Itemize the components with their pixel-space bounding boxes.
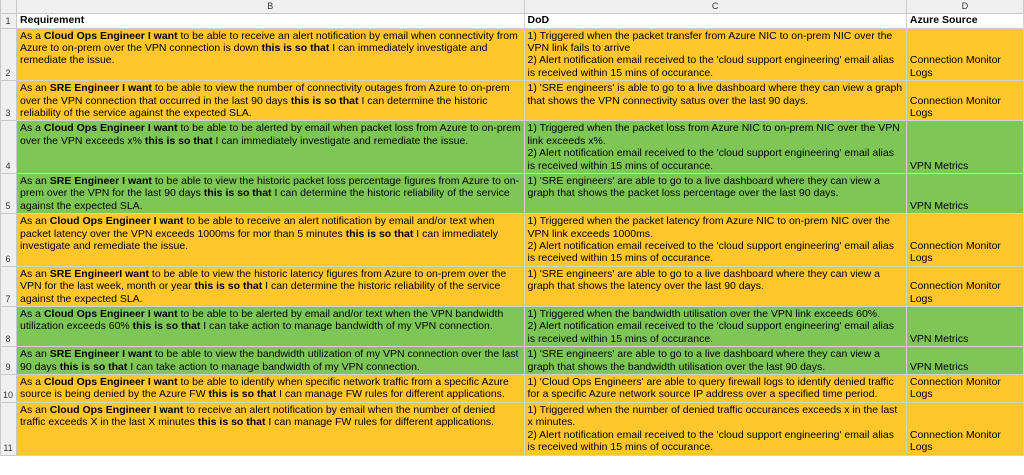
row-header-7[interactable]: 7 — [1, 266, 17, 306]
cell-requirement[interactable]: As an SRE Engineer I want to be able to view the number of connectivity outages from Azure to on-prem over the VPN connection that occurred in the last 90 days this is so that I can determine the historic reliability of the service against the expected SLA. — [17, 81, 524, 121]
row-header-3[interactable]: 3 — [1, 81, 17, 121]
cell-azure-source[interactable]: Connection Monitor Logs — [906, 266, 1023, 306]
cell-dod[interactable]: 1) 'SRE engineers' is able to go to a live dashboard where they can view a graph that shows the VPN connectivity satus over the last 90 days. — [524, 81, 906, 121]
cell-requirement[interactable]: As a Cloud Ops Engineer I want to be able to be alerted by email when packet loss from Azure to on-prem over the VPN exceeds x% this is so that I can immediately investigate and remediate the issue. — [17, 121, 524, 174]
header-requirement: Requirement — [17, 13, 524, 28]
table-row — [1, 121, 1024, 174]
cell-dod[interactable]: 1) Triggered when the bandwidth utilisation over the VPN link exceeds 60%. 2) Alert notification email received to the 'cloud support engineering' email alias is received within 15 mins of occurance. — [524, 307, 906, 347]
table-row — [1, 214, 1024, 267]
cell-azure-source[interactable]: VPN Metrics — [906, 121, 1023, 174]
cell-dod[interactable]: 1) Triggered when the packet latency from Azure NIC to on-prem NIC over the VPN link exceeds 1000ms. 2) Alert notification email received to the 'cloud support engineering' email alias is received within 15 mins of occurance. — [524, 214, 906, 267]
row-header-2[interactable]: 2 — [1, 28, 17, 81]
table-row — [1, 81, 1024, 121]
cell-dod[interactable]: 1) Triggered when the packet loss from Azure NIC to on-prem NIC over the VPN link exceeds x%. 2) Alert notification email received to the 'cloud support engineering' email alias is received within 15 mins of occurance. — [524, 121, 906, 174]
header-dod: DoD — [524, 13, 906, 28]
column-header-corner[interactable] — [1, 0, 17, 13]
cell-azure-source[interactable]: VPN Metrics — [906, 307, 1023, 347]
cell-requirement[interactable]: As a Cloud Ops Engineer I want to be able to receive an alert notification by email when connectivity from Azure to on-prem over the VPN connection is down this is so that I can immediately investigate and remediate the issue. — [17, 28, 524, 81]
row-header-9[interactable]: 9 — [1, 347, 17, 375]
cell-dod[interactable]: 1) Triggered when the packet transfer from Azure NIC to on-prem NIC over the VPN link fails to arrive 2) Alert notification email received to the 'cloud support engineering' email alias is received within 15 mins of occurance. — [524, 28, 906, 81]
column-header-c[interactable]: C — [524, 0, 906, 13]
cell-dod[interactable]: 1) 'SRE engineers' are able to go to a live dashboard where they can view a graph that shows the bandwidth utilisation over the last 90 days. — [524, 347, 906, 375]
row-header-8[interactable]: 8 — [1, 307, 17, 347]
row-header-6[interactable]: 6 — [1, 214, 17, 267]
table-header-row — [1, 13, 1024, 28]
cell-requirement[interactable]: As an SRE EngineerI want to be able to view the historic latency figures from Azure to on-prem over the VPN for the last week, month or year this is so that I can determine the historic reliability of the service against the expected SLA. — [17, 266, 524, 306]
table-row — [1, 28, 1024, 81]
row-header-5[interactable]: 5 — [1, 173, 17, 213]
table-row — [1, 375, 1024, 403]
cell-azure-source[interactable]: VPN Metrics — [906, 347, 1023, 375]
cell-azure-source[interactable]: Connection Monitor Logs — [906, 214, 1023, 267]
row-header-4[interactable]: 4 — [1, 121, 17, 174]
header-azure-source: Azure Source — [906, 13, 1023, 28]
table-row — [1, 347, 1024, 375]
cell-dod[interactable]: 1) 'SRE engineers' are able to go to a live dashboard where they can view a graph that shows the latency over the last 90 days. — [524, 266, 906, 306]
cell-azure-source[interactable]: Connection Monitor Logs — [906, 375, 1023, 403]
cell-azure-source[interactable]: Connection Monitor Logs — [906, 402, 1023, 455]
column-header-row — [1, 0, 1024, 13]
table-row — [1, 173, 1024, 213]
row-header-10[interactable]: 10 — [1, 375, 17, 403]
column-header-d[interactable]: D — [906, 0, 1023, 13]
column-header-b[interactable]: B — [17, 0, 524, 13]
cell-azure-source[interactable]: Connection Monitor Logs — [906, 81, 1023, 121]
cell-requirement[interactable]: As an Cloud Ops Engineer I want to be able to receive an alert notification by email and/or text when packet latency over the VPN exceeds 1000ms for mor than 5 minutes this is so that I can immediately investigate and remediate the issue. — [17, 214, 524, 267]
cell-requirement[interactable]: As a Cloud Ops Engineer I want to be able to be alerted by email and/or text when the VPN bandwidth utilization exceeds 60% this is so that I can take action to manage bandwidth of my VPN connection. — [17, 307, 524, 347]
cell-dod[interactable]: 1) 'Cloud Ops Engineers' are able to query firewall logs to identify denied traffic for a specific Azure network source IP address over a specified time period. — [524, 375, 906, 403]
cell-requirement[interactable]: As an SRE Engineer I want to be able to view the historic packet loss percentage figures from Azure to on-prem over the VPN for the last 90 days this is so that I can determine the historic reliability of the service against the expected SLA. — [17, 173, 524, 213]
cell-dod[interactable]: 1) Triggered when the number of denied traffic occurances exceeds x in the last x minutes. 2) Alert notification email received to the 'cloud support engineering' email alias is received within 15 mins of occurance. — [524, 402, 906, 455]
table-row — [1, 402, 1024, 455]
row-header-11[interactable]: 11 — [1, 402, 17, 455]
cell-dod[interactable]: 1) 'SRE engineers' are able to go to a live dashboard where they can view a graph that shows the packet loss percentage over the last 90 days. — [524, 173, 906, 213]
cell-azure-source[interactable]: VPN Metrics — [906, 173, 1023, 213]
row-header-1[interactable]: 1 — [1, 13, 17, 28]
cell-requirement[interactable]: As an Cloud Ops Engineer I want to receive an alert notification by email when the number of denied traffic exceeds X in the last X minutes this is so that I can manage FW rules for different applications. — [17, 402, 524, 455]
table-row — [1, 266, 1024, 306]
cell-requirement[interactable]: As a Cloud Ops Engineer I want to be able to identify when specific network traffic from a specific Azure source is being denied by the Azure FW this is so that I can manage FW rules for different applications. — [17, 375, 524, 403]
table-body — [1, 28, 1024, 455]
cell-requirement[interactable]: As an SRE Engineer I want to be able to view the bandwidth utilization of my VPN connection over the last 90 days this is so that I can take action to manage bandwidth of my VPN connection. — [17, 347, 524, 375]
cell-azure-source[interactable]: Connection Monitor Logs — [906, 28, 1023, 81]
table-row — [1, 307, 1024, 347]
